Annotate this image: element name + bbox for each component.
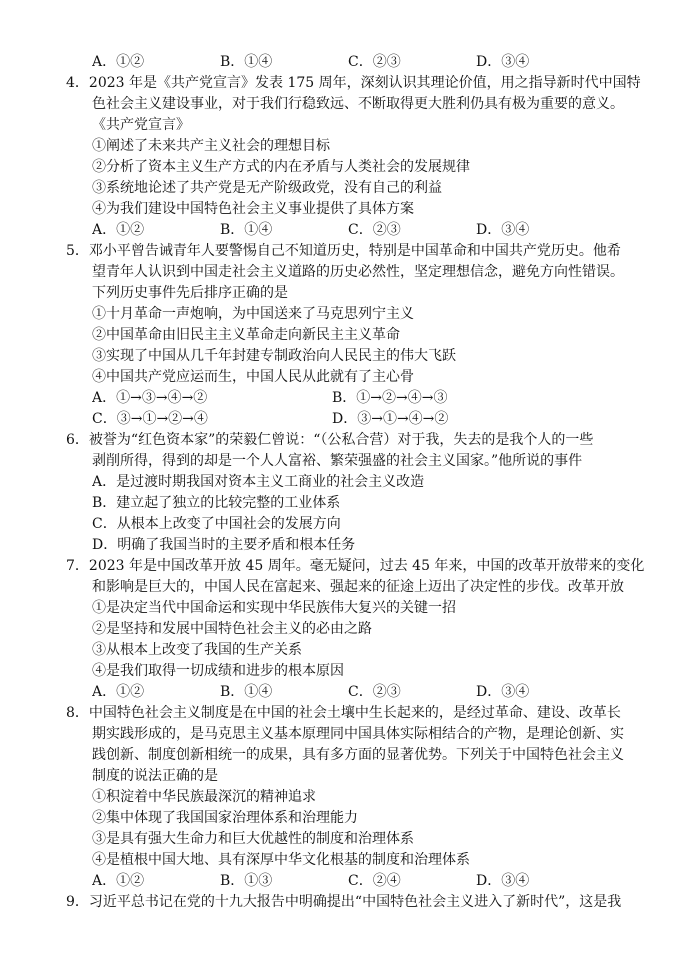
option-c[interactable]: C．③→①→②→④ — [92, 411, 208, 427]
statement: ③从根本上改变了我国的生产关系 — [92, 642, 302, 658]
option-d[interactable]: D．③④ — [476, 684, 530, 700]
question-number: 6． — [66, 432, 89, 448]
question-number: 5． — [66, 243, 89, 259]
q3-options — [92, 52, 658, 73]
option-d[interactable]: D．③④ — [476, 873, 530, 889]
choice-b[interactable]: B．建立起了独立的比较完整的工业体系 — [92, 495, 341, 511]
option-c[interactable]: C．②③ — [348, 684, 401, 700]
option-c[interactable]: C．②③ — [348, 54, 401, 70]
question-number: 8． — [66, 705, 89, 721]
question-4 — [66, 73, 658, 241]
option-c[interactable]: C．②③ — [348, 222, 401, 238]
question-number: 4． — [66, 75, 89, 91]
question-number: 9． — [66, 894, 89, 910]
option-b[interactable]: B．①④ — [220, 684, 273, 700]
statement: ①阐述了未来共产主义社会的理想目标 — [92, 138, 330, 154]
statement: ③系统地论述了共产党是无产阶级政党，没有自己的利益 — [92, 180, 442, 196]
choice-d[interactable]: D．明确了我国当时的主要矛盾和根本任务 — [92, 537, 356, 553]
question-6 — [66, 430, 658, 556]
option-b[interactable]: B．①④ — [220, 222, 273, 238]
question-8 — [66, 703, 658, 892]
question-5-stem-line-2: 望青年人认识到中国走社会主义道路的历史必然性，坚定理想信念，避免方向性错误。 — [92, 264, 624, 280]
choice-a[interactable]: A．是过渡时期我国对资本主义工商业的社会主义改造 — [92, 474, 425, 490]
option-a[interactable]: A．①② — [92, 222, 145, 238]
statement: ②集中体现了我国国家治理体系和治理能力 — [92, 810, 358, 826]
question-5-options-row-1 — [92, 388, 658, 409]
statement: ④是我们取得一切成绩和进步的根本原因 — [92, 663, 344, 679]
statement: ②分析了资本主义生产方式的内在矛盾与人类社会的发展规律 — [92, 159, 470, 175]
question-8-stem-line-3: 践创新、制度创新相统一的成果，具有多方面的显著优势。下列关于中国特色社会主义 — [92, 747, 624, 763]
statement: ①是决定当代中国命运和实现中华民族伟大复兴的关键一招 — [92, 600, 456, 616]
option-d[interactable]: D．③④ — [476, 222, 530, 238]
question-7-options — [92, 682, 658, 703]
statement: ①积淀着中华民族最深沉的精神追求 — [92, 789, 316, 805]
option-a[interactable]: A．①② — [92, 684, 145, 700]
choice-c[interactable]: C．从根本上改变了中国社会的发展方向 — [92, 516, 341, 532]
statement: ②中国革命由旧民主主义革命走向新民主主义革命 — [92, 327, 400, 343]
option-d[interactable]: D．③→①→④→② — [332, 411, 449, 427]
statement: ③实现了中国从几千年封建专制政治向人民民主的伟大飞跃 — [92, 348, 456, 364]
question-6-stem-line-1: 6．被誉为“红色资本家”的荣毅仁曾说：“（公私合营）对于我，失去的是我个人的一些 — [66, 432, 594, 448]
question-7-stem-line-2: 和影响是巨大的，中国人民在富起来、强起来的征途上迈出了决定性的步伐。改革开放 — [92, 579, 624, 595]
statement: ①十月革命一声炮响，为中国送来了马克思列宁主义 — [92, 306, 414, 322]
statement: ③是具有强大生命力和巨大优越性的制度和治理体系 — [92, 831, 414, 847]
option-b[interactable]: B．①→②→④→③ — [332, 390, 448, 406]
option-d[interactable]: D．③④ — [476, 54, 530, 70]
question-7 — [66, 556, 658, 703]
question-4-stem-line-3: 《共产党宣言》 — [92, 117, 190, 133]
question-8-stem-line-2: 期实践形成的，是马克思主义基本原理同中国具体实际相结合的产物，是理论创新、实 — [92, 726, 624, 742]
question-4-stem-line-2: 色社会主义建设事业，对于我们行稳致远、不断取得更大胜利仍具有极为重要的意义。 — [92, 96, 624, 112]
statement: ④是植根中国大地、具有深厚中华文化根基的制度和治理体系 — [92, 852, 470, 868]
question-4-options — [92, 220, 658, 241]
question-5-stem-line-3: 下列历史事件先后排序正确的是 — [92, 285, 288, 301]
question-8-stem-line-4: 制度的说法正确的是 — [92, 768, 218, 784]
option-a[interactable]: A．①② — [92, 54, 145, 70]
question-9 — [66, 892, 658, 913]
option-a[interactable]: A．①② — [92, 873, 145, 889]
option-c[interactable]: C．②④ — [348, 873, 401, 889]
question-8-stem-line-1: 8．中国特色社会主义制度是在中国的社会土壤中生长起来的，是经过革命、建设、改革长 — [66, 705, 621, 721]
question-9-stem-line-1: 9．习近平总书记在党的十九大报告中明确提出“中国特色社会主义进入了新时代”，这是我 — [66, 894, 622, 910]
option-a[interactable]: A．①→③→④→② — [92, 390, 208, 406]
question-5-stem-line-1: 5．邓小平曾告诫青年人要警惕自己不知道历史，特别是中国革命和中国共产党历史。他希 — [66, 243, 621, 259]
question-5 — [66, 241, 658, 430]
statement: ②是坚持和发展中国特色社会主义的必由之路 — [92, 621, 372, 637]
option-b[interactable]: B．①③ — [220, 873, 273, 889]
question-number: 7． — [66, 558, 89, 574]
statement: ④中国共产党应运而生，中国人民从此就有了主心骨 — [92, 369, 414, 385]
question-8-options — [92, 871, 658, 892]
option-b[interactable]: B．①④ — [220, 54, 273, 70]
question-6-stem-line-2: 剥削所得，得到的却是一个人人富裕、繁荣强盛的社会主义国家。”他所说的事件 — [92, 453, 583, 469]
statement: ④为我们建设中国特色社会主义事业提供了具体方案 — [92, 201, 414, 217]
question-5-options-row-2 — [92, 409, 658, 430]
question-7-stem-line-1: 7．2023 年是中国改革开放 45 周年。毫无疑问，过去 45 年来，中国的改革开放带来的变化 — [66, 558, 645, 574]
question-4-stem-line-1: 4．2023 年是《共产党宣言》发表 175 周年，深刻认识其理论价值，用之指导新时代中国特 — [66, 75, 641, 91]
